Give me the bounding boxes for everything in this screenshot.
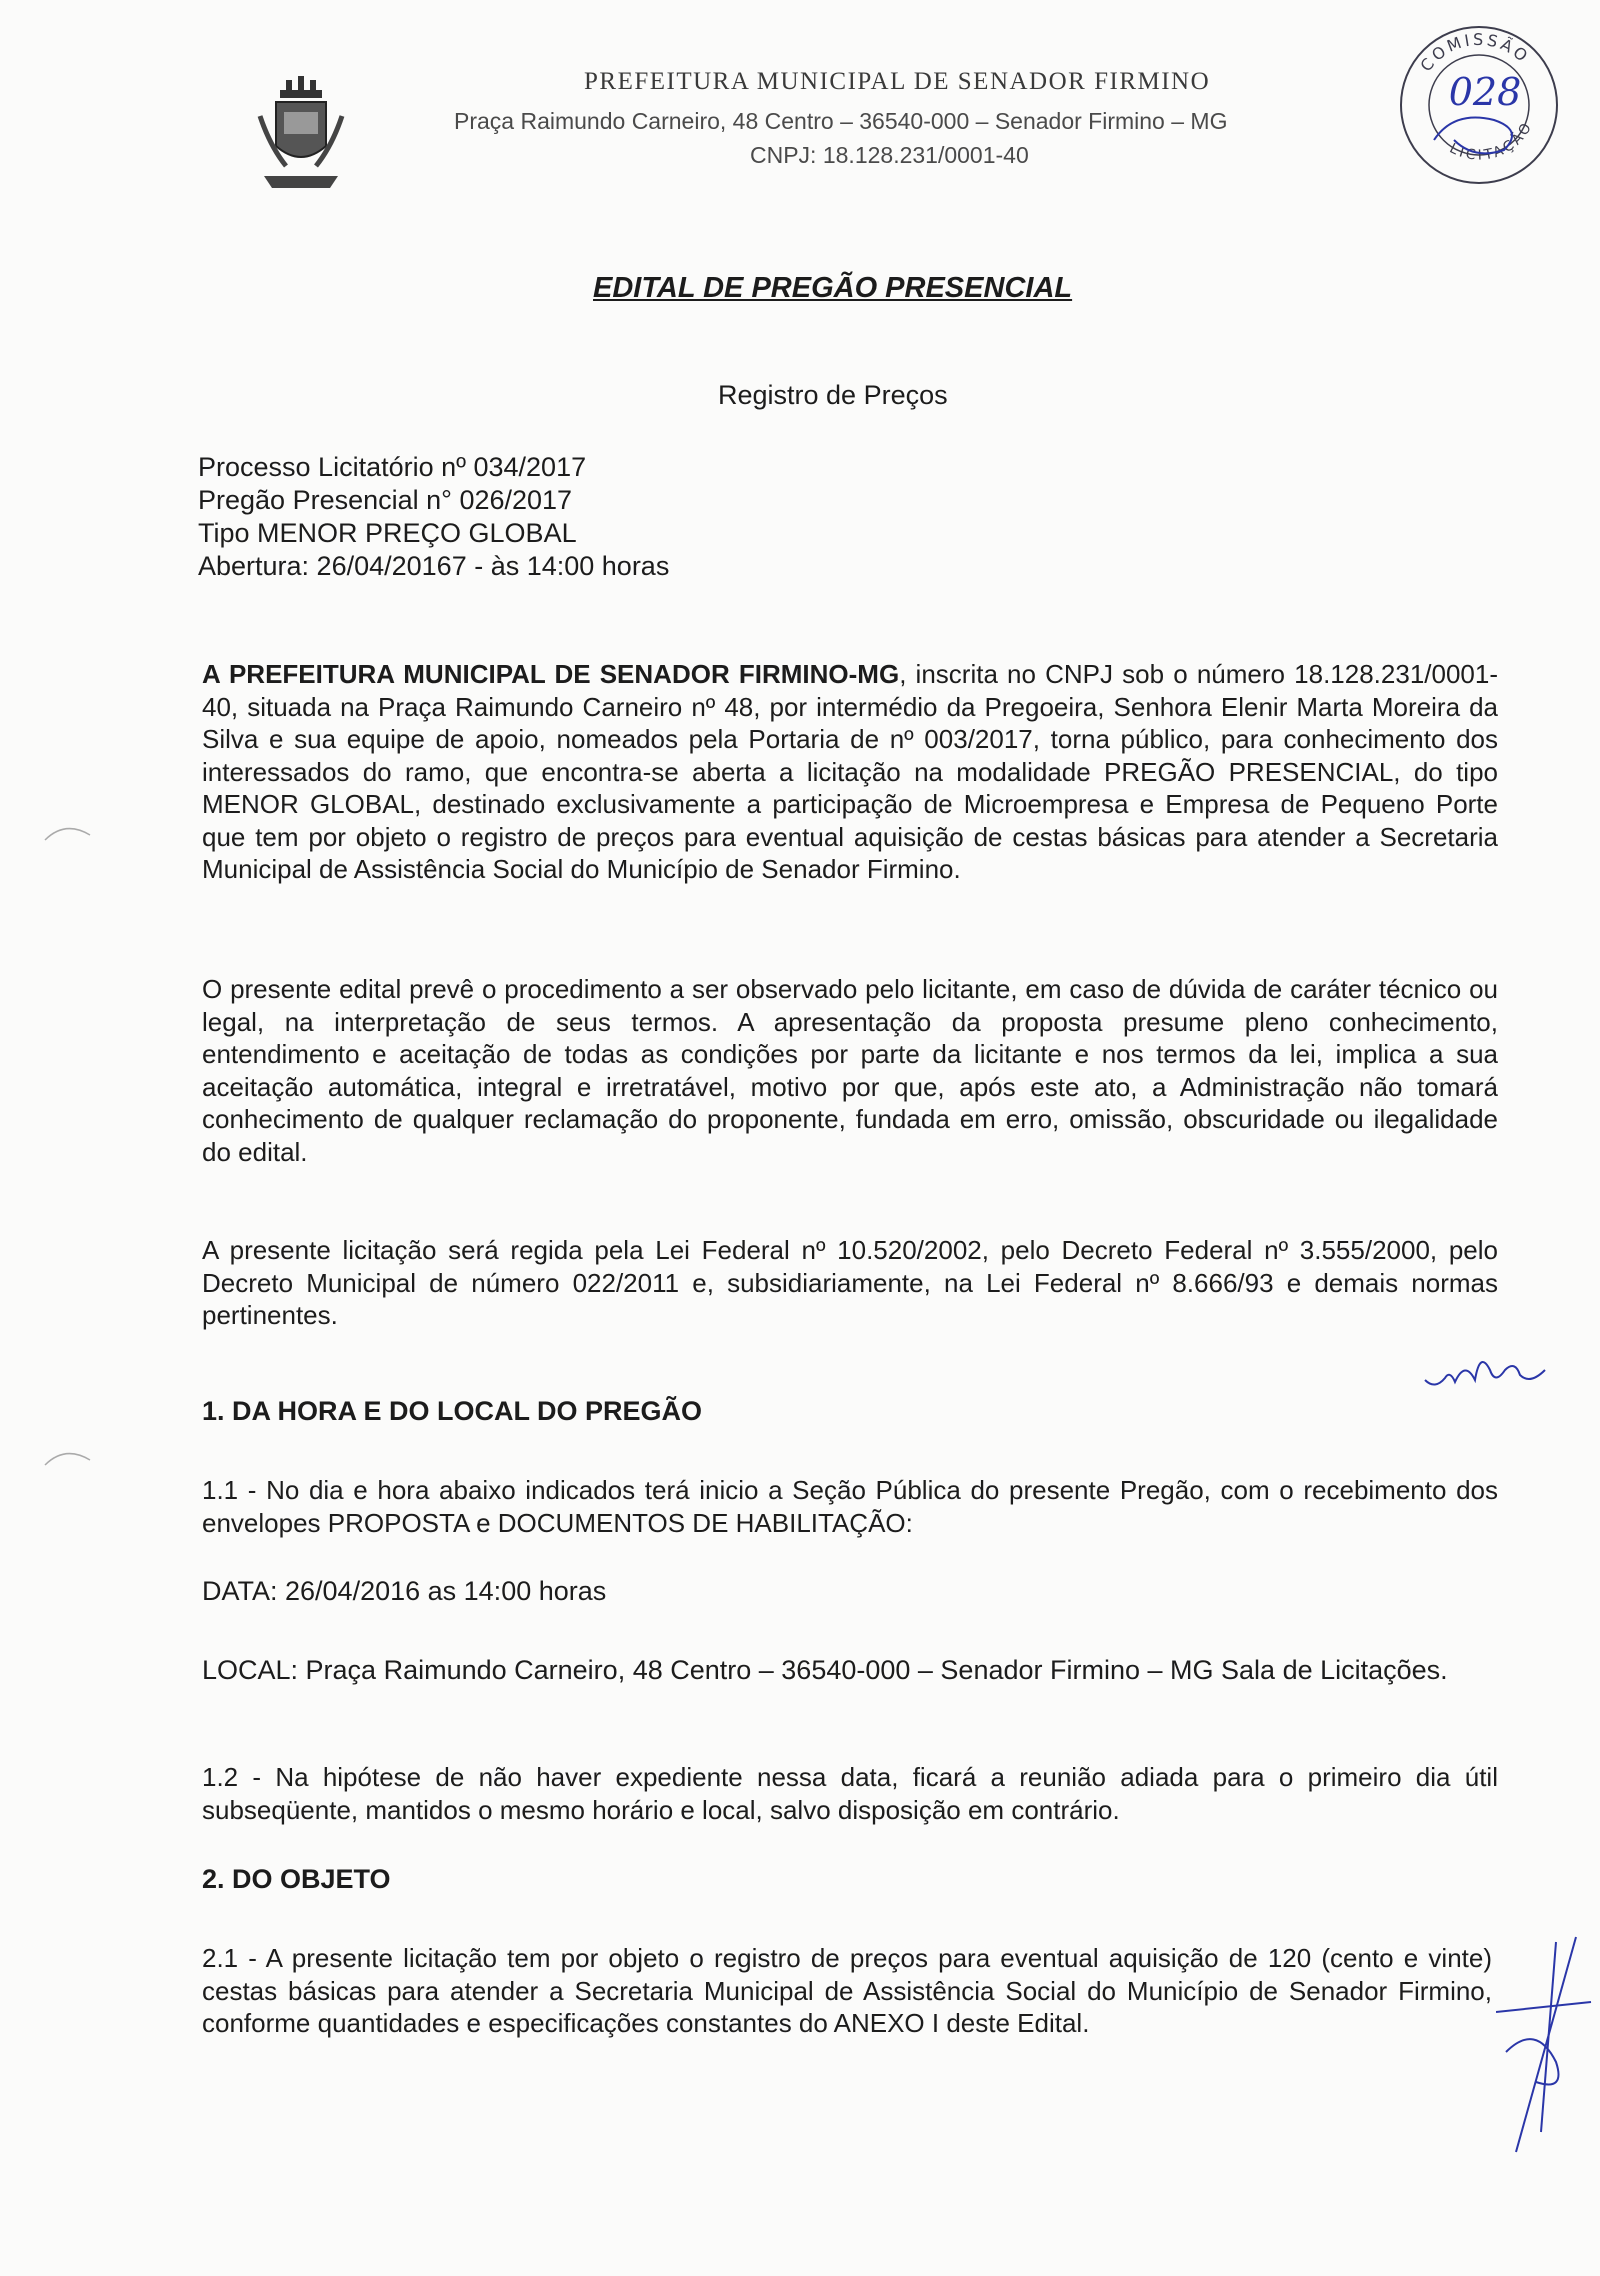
header-address: Praça Raimundo Carneiro, 48 Centro – 36540-000 – Senador Firmino – MG [454, 108, 1228, 134]
intro-bold: A PREFEITURA MUNICIPAL DE SENADOR FIRMINO-MG [202, 659, 900, 689]
item-1-1: 1.1 - No dia e hora abaixo indicados terá inicio a Seção Pública do presente Pregão, com o recebimento dos envelopes PROPOSTA e DOCUMENTOS DE HABILITAÇÃO: [202, 1475, 1498, 1538]
intro-rest: , inscrita no CNPJ sob o número 18.128.231/0001-40, situada na Praça Raimundo Carneiro nº 48, por intermédio da Pregoeira, Senhora Elenir Marta Moreira da Silva e sua equipe de apoio, nomeados pela Portaria de nº 003/2017, torna público, para conhecimento dos interessados do ramo, que encontra-se aberta a licitação na modalidade PREGÃO PRESENCIAL, do tipo MENOR GLOBAL, destinado exclusivamente a participação de Microempresa e Empresa de Pequeno Porte que tem por objeto o registro de preços para eventual aquisição de cestas básicas para atender a Secretaria Municipal de Assistência Social do Município de Senador Firmino. [202, 659, 1499, 884]
signature-mark [1420, 1340, 1550, 1400]
data-line: DATA: 26/04/2016 as 14:00 horas [202, 1576, 607, 1606]
item-1-2: 1.2 - Na hipótese de não haver expediente nessa data, ficará a reunião adiada para o primeiro dia útil subseqüente, mantidos o mesmo horário e local, salvo disposição em contrário. [202, 1762, 1498, 1825]
margin-scan-mark [40, 1440, 100, 1490]
section-2-heading: 2. DO OBJETO [202, 1864, 391, 1894]
coat-of-arms-logo [256, 76, 346, 196]
paragraph-2: O presente edital prevê o procedimento a ser observado pelo licitante, em caso de dúvida de caráter técnico ou legal, na interpretação de seus termos. A apresentação da proposta presume pleno conhecimento, entendimento e aceitação de todas as condições por parte da licitante e nos termos da lei, implica a sua aceitação automática, integral e irretratável, motivo por que, após este ato, a Administração não tomará conhecimento de qualquer reclamação do proponente, fundada em erro, omissão, obscuridade ou ilegalidade do edital. [202, 974, 1498, 1167]
rubric-signature [1496, 1932, 1596, 2162]
svg-text:COMISSÃO: COMISSÃO [1416, 29, 1534, 76]
local-line: LOCAL: Praça Raimundo Carneiro, 48 Centro – 36540-000 – Senador Firmino – MG Sala de Licitações. [202, 1655, 1448, 1685]
header-cnpj: CNPJ: 18.128.231/0001-40 [750, 142, 1029, 168]
document-subtitle: Registro de Preços [718, 380, 948, 410]
process-number: Processo Licitatório nº 034/2017 [198, 452, 587, 482]
item-2-1: 2.1 - A presente licitação tem por objeto o registro de preços para eventual aquisição de 120 (cento e vinte) cestas básicas para atender a Secretaria Municipal de Assistência Social do Município de Senador Firmino, conforme quantidades e especificações constantes do ANEXO I deste Edital. [202, 1943, 1492, 2038]
stamp-number: 028 [1448, 70, 1522, 114]
svg-text:LICITAÇÃO: LICITAÇÃO [1446, 118, 1537, 164]
paragraph-3: A presente licitação será regida pela Lei Federal nº 10.520/2002, pelo Decreto Federal nº 3.555/2000, pelo Decreto Municipal de número 022/2011 e, subsidiariamente, na Lei Federal nº 8.666/93 e demais normas pertinentes. [202, 1235, 1498, 1330]
pregao-number: Pregão Presencial n° 026/2017 [198, 485, 573, 515]
tipo-line: Tipo MENOR PREÇO GLOBAL [198, 518, 577, 548]
document-title: EDITAL DE PREGÃO PRESENCIAL [593, 272, 1073, 304]
abertura-line: Abertura: 26/04/20167 - às 14:00 horas [198, 551, 670, 581]
intro-paragraph [202, 658, 1498, 886]
margin-scan-mark [40, 815, 100, 865]
section-1-heading: 1. DA HORA E DO LOCAL DO PREGÃO [202, 1396, 703, 1426]
header-title: PREFEITURA MUNICIPAL DE SENADOR FIRMINO [584, 68, 1211, 95]
